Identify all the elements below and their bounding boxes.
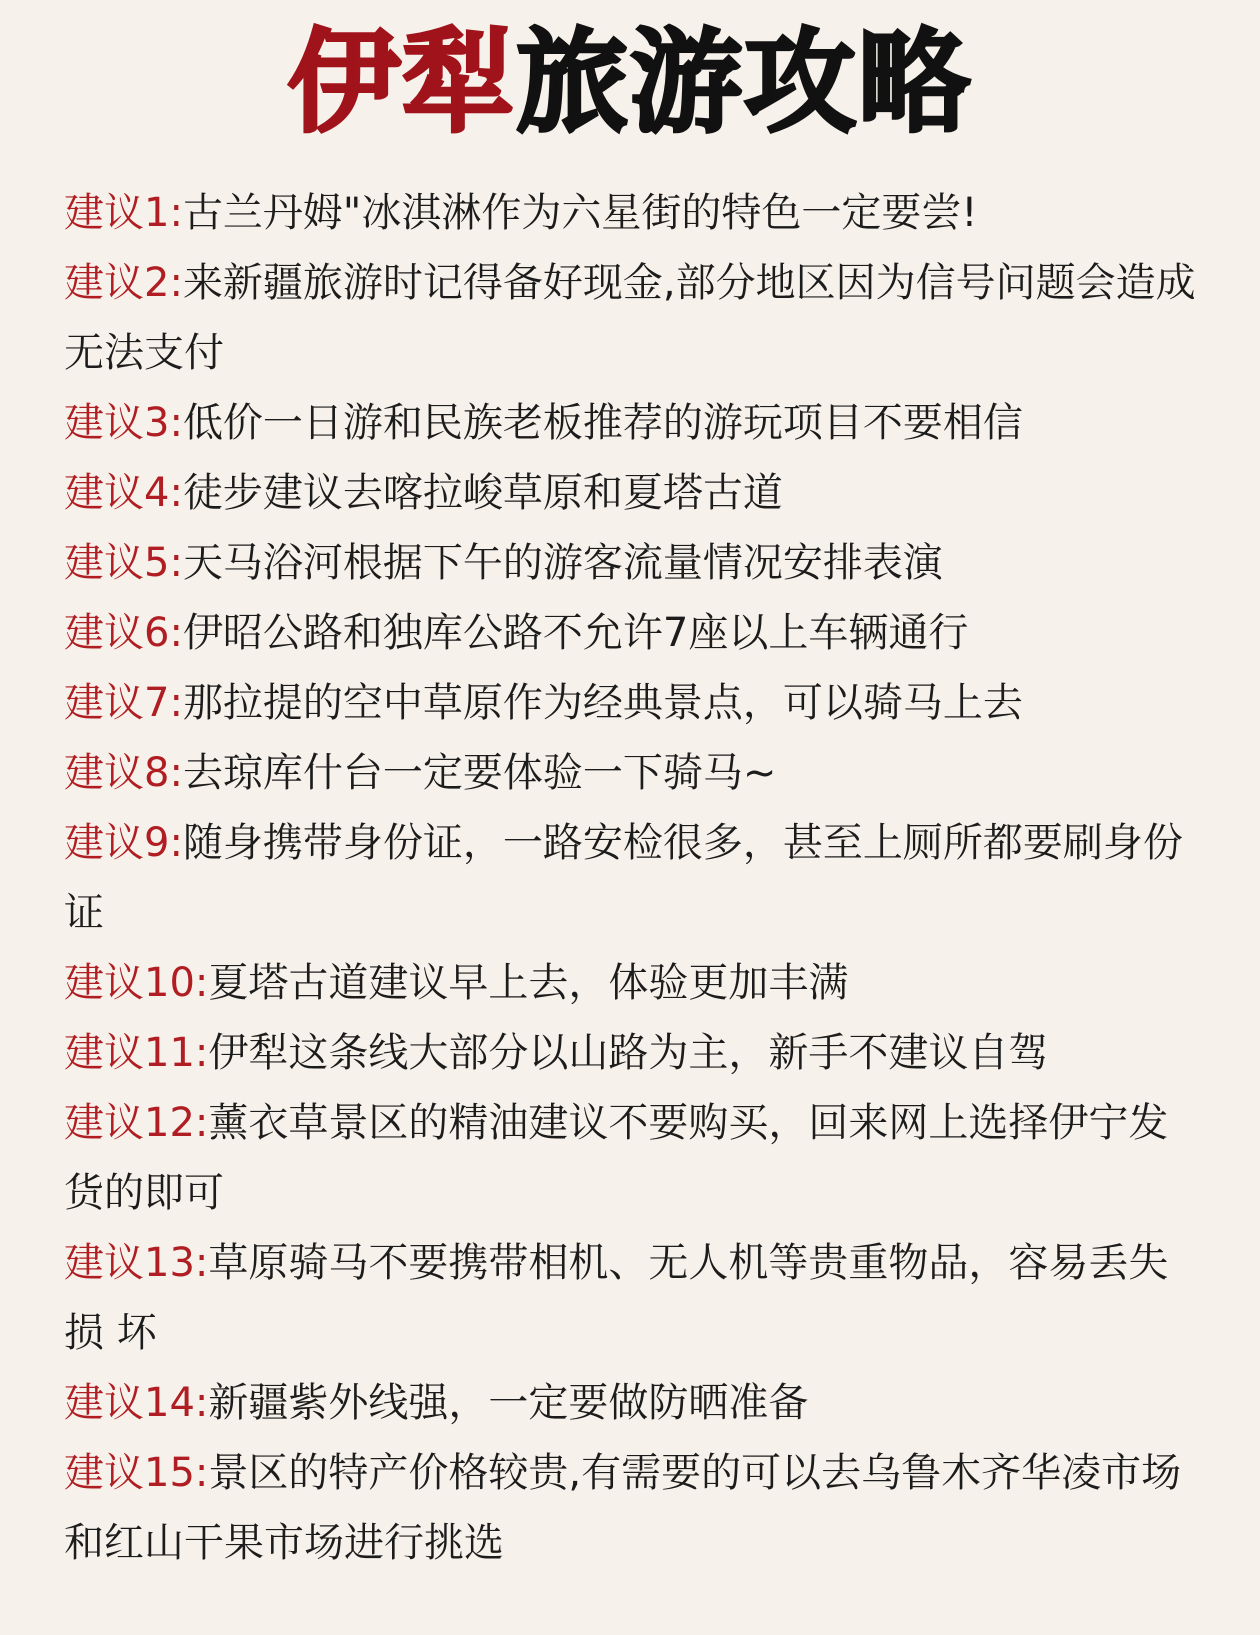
tip-item-2 <box>64 248 1196 388</box>
tips-list <box>64 178 1196 1578</box>
tip-text: 随身携带身份证，一路安检很多，甚至上厕所都要刷身份证 <box>64 820 1183 936</box>
tip-text: 古兰丹姆"冰淇淋作为六星街的特色一定要尝! <box>182 190 978 236</box>
tip-label: 建议13: <box>64 1240 209 1286</box>
tip-item-15 <box>64 1438 1196 1578</box>
tip-label: 建议3: <box>64 400 183 446</box>
tip-label: 建议11: <box>64 1030 209 1076</box>
tip-item-12 <box>64 1088 1196 1228</box>
tip-label: 建议14: <box>64 1380 209 1426</box>
tip-label: 建议5: <box>64 540 183 586</box>
tip-text: 伊犁这条线大部分以山路为主，新手不建议自驾 <box>208 1030 1049 1076</box>
tip-label: 建议4: <box>64 470 183 516</box>
tip-item-4 <box>64 458 1196 528</box>
tip-item-14 <box>64 1368 1196 1438</box>
tip-item-5 <box>64 528 1196 598</box>
tip-text: 草原骑马不要携带相机、无人机等贵重物品，容易丢失损 坏 <box>64 1240 1169 1356</box>
tip-text: 天马浴河根据下午的游客流量情况安排表演 <box>182 540 943 586</box>
tip-label: 建议9: <box>64 820 183 866</box>
tip-text: 徒步建议去喀拉峻草原和夏塔古道 <box>182 470 783 516</box>
tip-label: 建议15: <box>64 1450 209 1496</box>
tip-label: 建议6: <box>64 610 183 656</box>
tip-item-10 <box>64 948 1196 1018</box>
tip-text: 薰衣草景区的精油建议不要购买，回来网上选择伊宁发货的即可 <box>64 1100 1169 1216</box>
tip-label: 建议7: <box>64 680 183 726</box>
tip-label: 建议2: <box>64 260 183 306</box>
tip-item-8 <box>64 738 1196 808</box>
tip-text: 去琼库什台一定要体验一下骑马~ <box>182 750 777 796</box>
tip-label: 建议12: <box>64 1100 209 1146</box>
tip-label: 建议10: <box>64 960 209 1006</box>
tip-label: 建议1: <box>64 190 183 236</box>
tip-label: 建议8: <box>64 750 183 796</box>
title-red-part: 伊犁 <box>288 18 516 148</box>
tip-text: 那拉提的空中草原作为经典景点，可以骑马上去 <box>182 680 1023 726</box>
tip-item-7 <box>64 668 1196 738</box>
tip-text: 景区的特产价格较贵,有需要的可以去乌鲁木齐华凌市场和红山干果市场进行挑选 <box>64 1450 1182 1566</box>
tip-item-11 <box>64 1018 1196 1088</box>
title-black-part: 旅游攻略 <box>516 18 972 148</box>
tip-item-13 <box>64 1228 1196 1368</box>
tip-text: 夏塔古道建议早上去，体验更加丰满 <box>208 960 849 1006</box>
tip-text: 来新疆旅游时记得备好现金,部分地区因为信号问题会造成无法支付 <box>64 260 1196 376</box>
tip-text: 新疆紫外线强，一定要做防晒准备 <box>208 1380 809 1426</box>
tip-item-6 <box>64 598 1196 668</box>
tip-item-1 <box>64 178 1196 248</box>
page-title <box>64 18 1196 148</box>
tip-item-3 <box>64 388 1196 458</box>
tip-item-9 <box>64 808 1196 948</box>
tip-text: 伊昭公路和独库公路不允许7座以上车辆通行 <box>182 610 969 656</box>
tip-text: 低价一日游和民族老板推荐的游玩项目不要相信 <box>182 400 1023 446</box>
